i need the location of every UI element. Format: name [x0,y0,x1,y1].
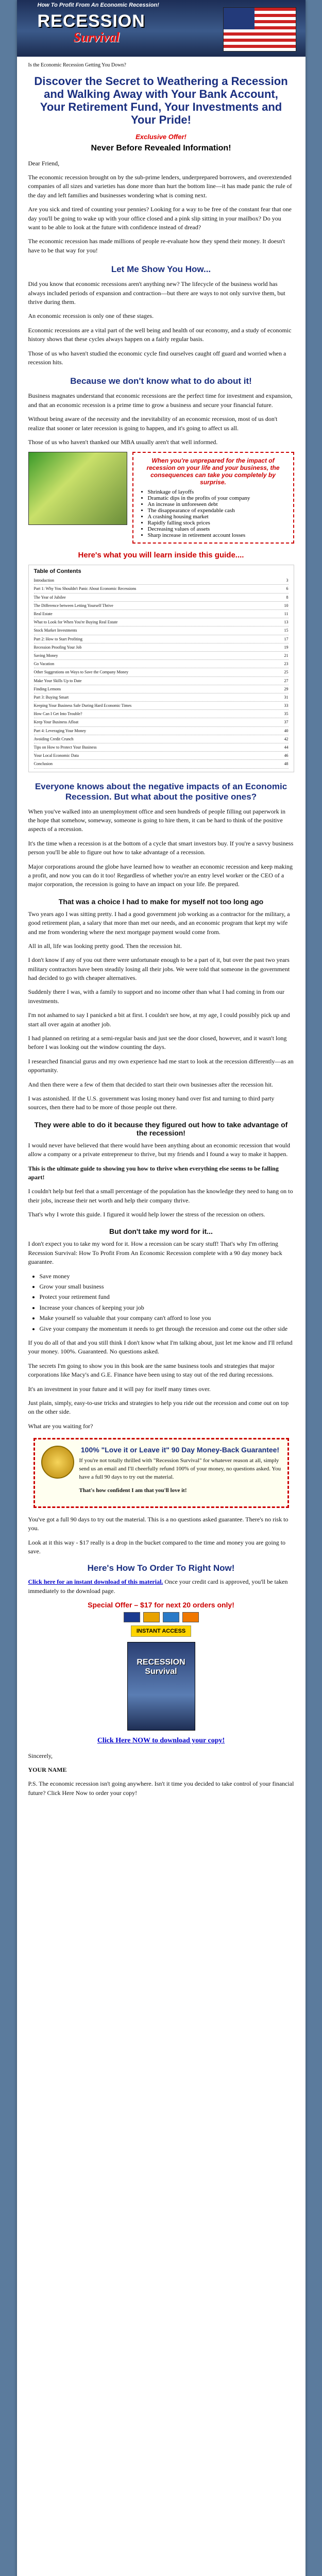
toc-page: 46 [284,753,289,758]
benefit-item: • Give your company the momentum it needs to get through the recession and come out the other side [40,1325,294,1333]
toc-page: 19 [284,645,289,650]
toc-page: 40 [284,728,289,733]
order-text: Once your credit card is approved, you'll be taken immediately to the download page. [28,1578,288,1595]
paragraph: Did you know that economic recessions aren't anything new? The lifecycle of the business world has always included periods of expansion and contraction—but there are ways to not only survive them, but thrive during them. [28,280,285,306]
toc-row [34,735,289,743]
toc-row [34,760,289,768]
paragraph: The economic recession has made millions of people re-evaluate how they spend their money. It doesn't have to be that way for you! [28,238,285,254]
toc-entry: Part 3: Buying Smart [33,694,69,700]
toc-page: 13 [284,620,289,625]
toc-entry: Saving Money [33,653,58,658]
toc-page: 27 [284,678,289,683]
paragraph: I don't know if any of you out there were unfortunate enough to be a part of it, but over the past two years military contractors have been steadily losing all their jobs. We were told that someone in the government had decided to go with cheaper alternatives. [28,956,290,982]
consequences-lead: When you're unprepared for the impact of recession on your life and your business, the consequences can take you completely by surprise. [146,457,280,486]
paragraph: This is the ultimate guide to showing you how to thrive when everything else seems to be falling apart! [28,1164,279,1181]
toc-row [34,610,289,618]
guarantee-title: 100% "Love it or Leave it" 90 Day Money-Back Guarantee! [80,1446,280,1454]
paragraph: Major corporations around the globe have learned how to weather an economic recession and keep making a profit, and now you can do it too! Regardless of whether you're an entry level worker or the CEO of a major corporation, the recession is going to have an impact on your life. Be prepared. [28,862,293,888]
paragraph: I would never have believed that there would have been anything about an economic recession that would allow a company or a private entrepreneur to thrive, but my friends and I found a way to make it happen. [28,1141,290,1158]
toc-page: 42 [284,736,289,741]
toc-page: 23 [284,662,289,667]
logo-subtitle: Survival [73,30,120,45]
paragraph: Economic recessions are a vital part of the well being and health of our economy, and a study of economic history shows that these cycles always happen on a fairly regular basis. [28,326,292,343]
toc-row [34,660,289,668]
tagline: How To Profit From An Economic Recession! [37,2,159,8]
figured-out-heading: They were able to do it because they figured out how to take advantage of the recession! [34,1120,288,1137]
toc-entry: Recession Proofing Your Job [33,645,82,650]
guarantee-text [79,1446,281,1500]
money-image [28,452,127,525]
order-heading: Here's How To Order To Right Now! [87,1563,235,1573]
dont-take-word-heading: But don't take my word for it... [109,1227,213,1236]
toc-row [34,668,289,676]
paragraph: And then there were a few of them that decided to start their own businesses after the recession hit. [28,1080,274,1088]
toc-row [34,743,289,752]
benefit-item: • Increase your chances of keeping your job [40,1303,294,1312]
paragraph: I was astonished. If the U.S. government was losing money hand over fist and turning to third party sources, then there had to be more of those people out there. [28,1094,275,1111]
paragraph: I researched financial gurus and my own experience had me start to look at the recession differently—as an opportunity. [28,1057,294,1074]
toc-row [34,752,289,760]
toc-entry: The Difference between Letting Yourself Thrive [33,603,113,608]
table-of-contents [28,565,294,772]
toc-page: 8 [286,595,289,600]
paragraph: What are you waiting for? [28,1422,93,1430]
paragraph: The economic recession brought on by the sub-prime lenders, underprepared borrowers, and overextended companies of all sizes and varieties has done more than hurt the bottom line—it has made panic the rule of the day and left families and businesses wondering what is coming next. [28,174,292,199]
why-heading: Because we don't know what to do about it! [70,376,252,386]
toc-page: 25 [284,670,289,675]
toc-page: 37 [284,720,289,725]
toc-page: 17 [284,636,289,641]
paragraph: If you do all of that and you still think I don't know what I'm talking about, just let me know and I'll refund your money. 100%. Guaranteed. No questions asked. [28,1339,293,1355]
toc-row [34,602,289,610]
benefit-item: • Save money [40,1272,294,1281]
toc-row [34,693,289,702]
toc-entry: What to Look for When You're Buying Real Estate [33,620,118,625]
toc-page: 29 [284,686,289,691]
toc-page: 44 [284,745,289,750]
benefit-item: • Make yourself so valuable that your company can't afford to lose you [40,1314,294,1323]
guarantee-body: If you're not totally thrilled with "Recession Survival" for whatever reason at all, simply send us an email and I'll cheerfully refund 100% of your money, no questions asked. You have a full 90 days to try out the material. [79,1458,281,1480]
learn-heading: Here's what you will learn inside this guide.... [78,551,244,560]
show-how-heading: Let Me Show You How... [111,264,211,275]
greeting: Dear Friend, [28,159,60,167]
toc-entry: Part 4: Leveraging Your Money [33,728,87,733]
guarantee-seal-icon [41,1446,74,1479]
paragraph: I'm not ashamed to say I panicked a bit at first. I couldn't see how, at my age, I could possibly pick up and start all over again at another job. [28,1011,290,1028]
toc-entry: How Can I Get Into Trouble? [33,711,82,717]
main-headline: Discover the Secret to Weathering a Recession and Walking Away with Your Bank Account, Your Retirement Fund, Your Investments and Your Pride! [34,74,288,127]
toc-entry: Tips on How to Protect Your Business [33,745,97,750]
toc-page: 15 [284,628,289,633]
paragraph: I had planned on retiring at a semi-regular basis and just see the door closed, however, and it wasn't long before I was looking out the window counting the days. [28,1035,287,1051]
paragraph: An economic recession is only one of these stages. [28,312,154,320]
toc-page: 6 [286,586,289,591]
paragraph: Two years ago I was sitting pretty. I had a good government job working as a contractor for the military, a good retirement plan, a salary that more than met our needs, and an economic program that kept my wife and me from wondering where the next mortgage payment would come from. [28,910,290,936]
toc-row [34,652,289,660]
paragraph: Just plain, simply, easy-to-use tricks and strategies to help you ride out the recession and come out on top on the other side. [28,1399,289,1416]
paragraph: Without being aware of the necessity and the inevitability of an economic recession, most of us don't realize that sooner or later recession is going to happen, and it's going to affect us all. [28,415,278,432]
header-banner [17,0,306,57]
benefits-list [28,1272,294,1333]
toc-entry: Part 1: Why You Shouldn't Panic About Economic Recessions [33,586,137,591]
paragraph: I couldn't help but feel that a small percentage of the population has the knowledge they need to hang on to their jobs, increase their net worth and help their company thrive. [28,1188,293,1204]
exclusive-offer: Exclusive Offer! [135,132,187,141]
consequences-row [28,452,294,544]
order-link[interactable]: Click here for an instant download of this material. [28,1578,163,1586]
paragraph: Are you sick and tired of counting your pennies? Looking for a way to be free of the constant fear that one day you'll be going to wake up with your office closed and a pink slip sitting in your mailbox? Do you want to be able to look at the future with confidence instead of dread? [28,206,292,231]
paragraph: You've got a full 90 days to try out the material. This is a no questions asked guarantee. There's no risk to you. [28,1515,289,1532]
intro-question: Is the Economic Recession Getting You Down? [28,62,126,68]
paragraph: It's the time when a recession is at the bottom of a cycle that smart investors buy. If you're a savvy business person you'll be able to figure out how to take advantage of a recession. [28,839,294,856]
toc-row [34,718,289,726]
benefit-item: • Protect your retirement fund [40,1293,294,1301]
paragraph: Suddenly there I was, with a family to support and no income other than what I had coming in from our investments. [28,988,285,1005]
toc-entry: Finding Lemons [33,686,61,691]
negative-impacts-heading: Everyone knows about the negative impacts of an Economic Recession. But what about the positive ones? [35,781,287,802]
toc-row [34,710,289,718]
toc-entry: The Year of Jubilee [33,595,66,600]
paragraph: I don't expect you to take my word for it. How a recession can be scary stuff! That's why I'm offering Recession Survival: How To Profit From An Economic Recession complete with a 90 day money back guarantee. [28,1240,282,1266]
credit-card-logos [28,1612,294,1622]
paragraph: Those of us who haven't studied the economic cycle find ourselves caught off guard and worried when a recession hits. [28,349,286,366]
consequences-box [132,452,294,544]
toc-entry: Introduction [33,578,55,583]
consequence-item: • An increase in unforeseen debt [148,501,288,507]
paragraph: The secrets I'm going to show you in this book are the same business tools and strategies that major corporations like Macy's and G.E. Finance have been using to stay out of the red during recessions. [28,1362,275,1379]
toc-title: Table of Contents [33,568,81,575]
toc-row [34,635,289,643]
toc-row [34,643,289,652]
toc-row [34,727,289,735]
toc-page: 21 [284,653,289,658]
price-offer: Special Offer – $17 for next 20 orders only! [88,1601,234,1609]
guarantee-note: That's how confident I am that you'll love it! [79,1487,187,1494]
sales-letter [17,57,306,1808]
paragraph: That's why I wrote this guide. I figured it would help lower the stress of the recession on others. [28,1211,265,1218]
toc-row [34,702,289,710]
consequence-item: • The disappearance of expendable cash [148,507,288,514]
toc-row [34,585,289,593]
postscript: P.S. The economic recession isn't going anywhere. Isn't it time you decided to take control of your financial future? Click Here Now to order your copy! [28,1780,294,1797]
toc-page: 11 [284,612,289,617]
toc-entry: Real Estate [33,612,53,617]
consequence-item: • Shrinkage of layoffs [148,489,288,495]
consequence-item: • Decreasing values of assets [148,526,288,532]
paragraph: When you've walked into an unemployment office and seen hundreds of people filling out paperwork in the hope that somehow, someway, someone is going to hire them, it can be hard to think of the positive aspects of a recession. [28,807,285,833]
toc-rows [34,577,289,768]
toc-entry: Stock Market Investments [33,628,77,633]
toc-row [34,594,289,602]
toc-entry: Your Local Economic Data [33,753,79,758]
guarantee-box [33,1438,289,1508]
consequences-list [139,489,288,538]
american-flag-image [223,7,296,52]
toc-entry: Conclusion [33,761,53,767]
never-before-heading: Never Before Revealed Information! [91,143,231,152]
toc-row [34,618,289,626]
mastercard-icon [143,1612,160,1622]
paragraph: Business magnates understand that economic recessions are the perfect time for investment and expansion, and that an economic recession is a prime time to grow a business and secure your financial future. [28,392,293,409]
flag-canton [224,8,255,29]
consequence-item: • Sharp increase in retirement account losses [148,532,288,538]
logo-title: RECESSION [37,11,145,31]
toc-entry: Make Your Skills Up to Date [33,678,82,683]
toc-entry: Go Vacation [33,662,55,667]
ebook-cover-image[interactable] [127,1642,195,1731]
toc-page: 33 [284,703,289,708]
toc-row [34,685,289,693]
author-name: YOUR NAME [28,1766,67,1773]
secure-label: INSTANT ACCESS [131,1625,191,1637]
visa-icon [124,1612,140,1622]
paragraph: Those of us who haven't thanked our MBA usually aren't that well informed. [28,438,218,446]
toc-page: 35 [284,711,289,717]
toc-entry: Keeping Your Business Safe During Hard Economic Times [33,703,132,708]
amex-icon [163,1612,179,1622]
benefit-item: • Grow your small business [40,1282,294,1291]
consequence-item: • Rapidly falling stock prices [148,520,288,526]
toc-page: 10 [284,603,289,608]
paragraph: It's an investment in your future and it will pay for itself many times over. [28,1385,211,1393]
secure-badge [28,1625,294,1637]
buy-now-link[interactable]: Click Here NOW to download your copy! [97,1737,225,1745]
toc-entry: Part 2: How to Start Profiting [33,636,82,641]
page-wrapper [17,0,306,2576]
toc-row [34,677,289,685]
ebook-title: RECESSION Survival [137,1658,185,1676]
toc-entry: Other Suggestions on Ways to Save the Company Money [33,670,129,675]
toc-page: 48 [284,761,289,767]
toc-entry: Keep Your Business Afloat [33,720,79,725]
toc-page: 3 [286,578,289,583]
paragraph: Look at it this way - $17 really is a drop in the bucket compared to the time and money you are going to save. [28,1538,286,1555]
choice-heading: That was a choice I had to make for myself not too long ago [58,897,264,906]
toc-row [34,577,289,585]
toc-row [34,626,289,635]
discover-icon [182,1612,199,1622]
toc-page: 31 [284,694,289,700]
signoff: Sincerely, [28,1752,53,1759]
paragraph: All in all, life was looking pretty good. Then the recession hit. [28,942,182,950]
consequence-item: • Dramatic dips in the profits of your company [148,495,288,501]
consequence-item: • A crashing housing market [148,514,288,520]
toc-entry: Avoiding Credit Crunch [33,736,74,741]
